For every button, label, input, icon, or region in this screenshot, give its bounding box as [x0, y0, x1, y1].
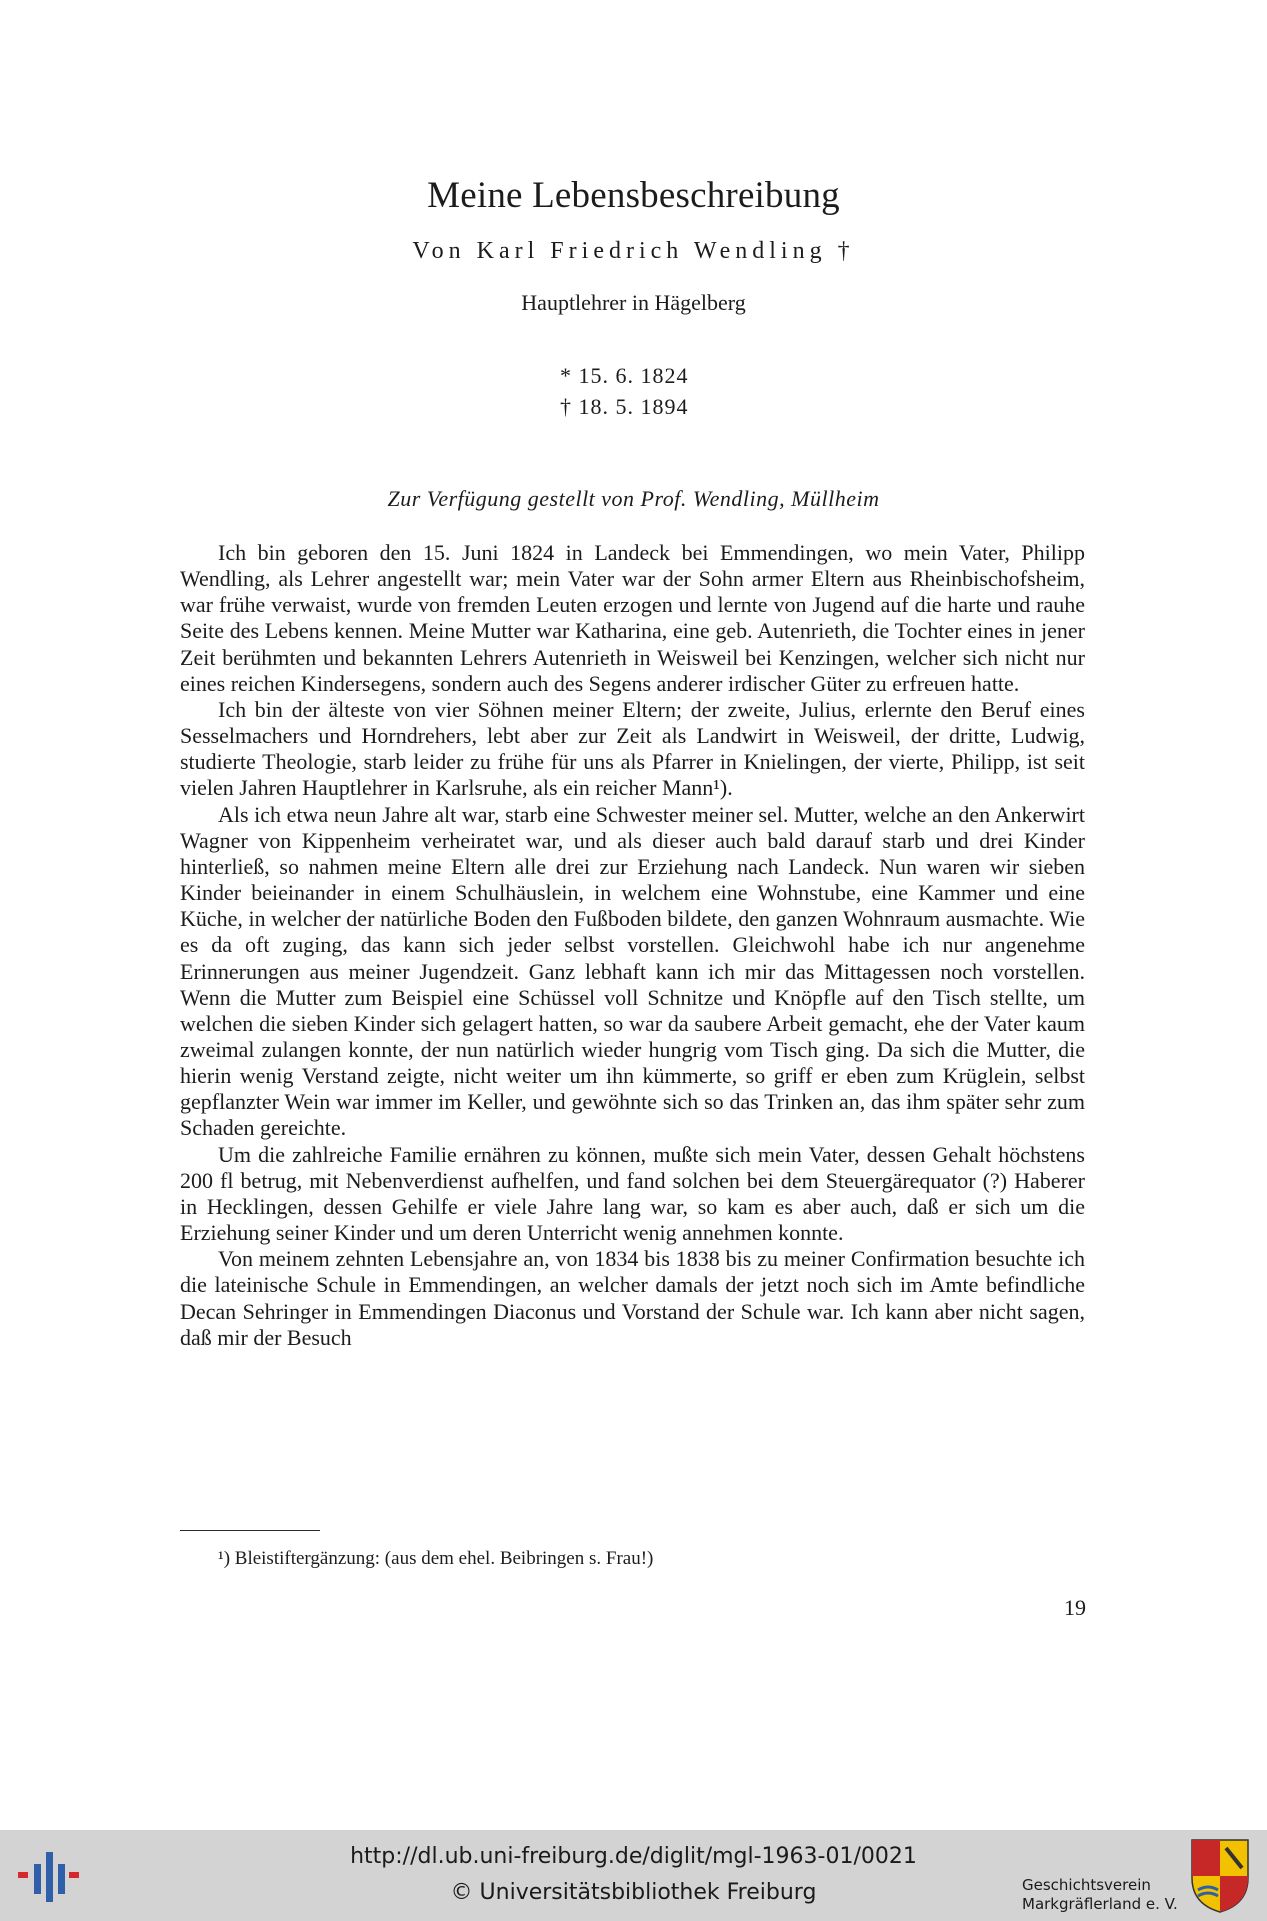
body-text: [180, 540, 1085, 1351]
paragraph: Um die zahlreiche Familie ernähren zu können, mußte sich mein Vater, dessen Gehalt höchstens 200 fl betrug, mit Nebenverdienst aufhelfen, und fand solchen bei dem Steuergärequator (?) Haberer in Hecklingen, dessen Gehilfe er viele Jahre lang war, so kam es aber auch, daß er sich um die Erziehung seiner Kinder und um deren Unterricht wenig annehmen konnte.: [180, 1141, 1085, 1246]
society-name: [1022, 1876, 1182, 1914]
footer-bar: [0, 1830, 1267, 1921]
paragraph: Ich bin geboren den 15. Juni 1824 in Landeck bei Emmendingen, wo mein Vater, Philipp Wendling, als Lehrer angestellt war; mein Vater war der Sohn armer Eltern aus Rheinbischofsheim, war frühe verwaist, wurde von fremden Leuten erzogen und lernte von Jugend auf die harte und rauhe Seite des Lebens kennen. Meine Mutter war Katharina, eine geb. Autenrieth, die Tochter eines in jener Zeit berühmten und bekannten Lehrers Autenrieth in Weisweil bei Kenzingen, welcher sich nicht nur eines reichen Kindersegens, sondern auch des Segens anderer irdischer Güter zu erfreuen hatte.: [180, 540, 1085, 696]
paragraph: Ich bin der älteste von vier Söhnen meiner Eltern; der zweite, Julius, erlernte den Beruf eines Sesselmachers und Horndrehers, lebt aber zur Zeit als Landwirt in Weisweil, der dritte, Ludwig, studierte Theologie, starb leider zu frühe für uns als Pfarrer in Knielingen, der vierte, Philipp, ist seit vielen Jahren Hauptlehrer in Karlsruhe, als ein reicher Mann¹).: [180, 696, 1085, 801]
footnote: ¹) Bleistiftergänzung: (aus dem ehel. Beibringen s. Frau!): [218, 1548, 654, 1569]
coat-of-arms-icon: [1190, 1838, 1250, 1914]
life-dates: [560, 360, 760, 422]
provided-by-note: Zur Verfügung gestellt von Prof. Wendling, Müllheim: [387, 486, 880, 511]
death-date: † 18. 5. 1894: [560, 394, 689, 419]
copyright-notice: © Universitätsbibliothek Freiburg: [450, 1880, 817, 1905]
birth-date: * 15. 6. 1824: [560, 363, 689, 388]
document-title: Meine Lebensbeschreibung: [427, 175, 840, 216]
paragraph: Von meinem zehnten Lebensjahre an, von 1834 bis 1838 bis zu meiner Confirmation besuchte ich die lateinische Schule in Emmendingen, an welcher damals der jetzt noch sich im Amte befindliche Decan Sehringer in Emmendingen Diaconus und Vorstand der Schule war. Ich kann aber nicht sagen, daß mir der Besuch: [180, 1246, 1085, 1350]
source-url-link[interactable]: http://dl.ub.uni-freiburg.de/diglit/mgl-1963-01/0021: [350, 1844, 917, 1869]
society-line-2: Markgräflerland e. V.: [1022, 1895, 1178, 1913]
paragraph: Als ich etwa neun Jahre alt war, starb eine Schwester meiner sel. Mutter, welche an den Ankerwirt Wagner von Kippenheim verheiratet war, und als dieser auch bald darauf starb und drei Kinder hinterließ, so nahmen meine Eltern alle drei zur Erziehung nach Landeck. Nun waren wir sieben Kinder beieinander in einem Schulhäuslein, in welchem eine Wohnstube, eine Kammer und eine Küche, in welcher der natürliche Boden den Fußboden bildete, den ganzen Wohnraum ausmachte. Wie es da oft zuging, das kann sich jeder selbst vorstellen. Gleichwohl habe ich nur angenehme Erinnerungen aus meiner Jugendzeit. Ganz lebhaft kann ich mir das Mittagessen noch vorstellen. Wenn die Mutter zum Beispiel eine Schüssel voll Schnitze und Knöpfle auf den Tisch stellte, um welchen die sieben Kinder sich gelagert hatten, so war da saubere Arbeit gemacht, ehe der Vater kaum zweimal zulangen konnte, der nun natürlich wieder hungrig vom Tisch ging. Da sich die Mutter, die hierin wenig Verstand zeigte, nicht weiter um ihn kümmerte, so griff er eben zum Krüglein, selbst gepflanzter Wein war immer im Keller, und gewöhnte sich so das Trinken an, das ihm später sehr zum Schaden gereichte.: [180, 801, 1085, 1141]
author-line: Von Karl Friedrich Wendling †: [412, 238, 855, 264]
author-role: Hauptlehrer in Hägelberg: [521, 290, 746, 315]
footnote-divider: [180, 1530, 320, 1531]
page-number: 19: [1064, 1595, 1086, 1620]
society-line-1: Geschichtsverein: [1022, 1876, 1151, 1894]
